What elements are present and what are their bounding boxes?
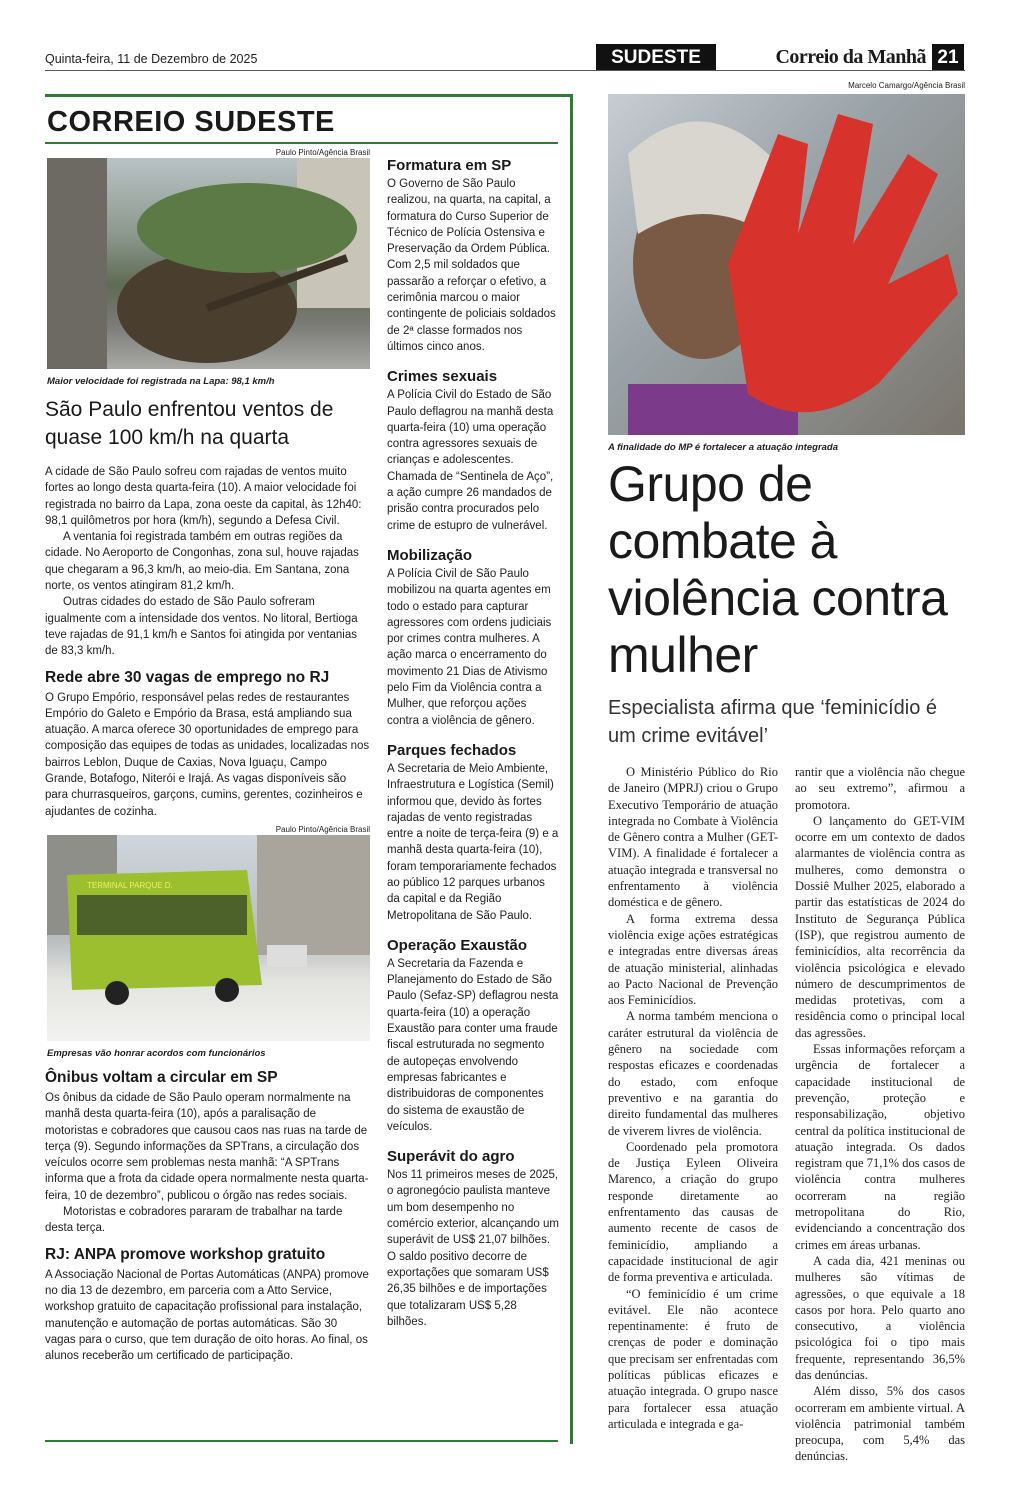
paragraph: A cidade de São Paulo sofreu com rajadas de ventos muito fortes ao longo desta quarta-feira (10). A maior velocidade foi registrada no bairro da Lapa, zona oeste da capital, às 12h40: 98,1 quilômetros por hora (km/h), segundo a Defesa Civil. [45,466,362,527]
bus-photo [47,835,370,1041]
paragraph: rantir que a violência não chegue ao seu extremo”, afirmou a promotora. [795,765,965,812]
issue-date: Quinta-feira, 11 de Dezembro de 2025 [45,52,258,66]
box-bottom-border [45,1440,558,1442]
paragraph: Além disso, 5% dos casos ocorreram em ambiente virtual. A violência patrimonial também preocupa, com 5,4% das denúncias. [795,1384,965,1464]
photo-caption: Empresas vão honrar acordos com funcionários [47,1047,266,1059]
note-body: A Secretaria da Fazenda e Planejamento do Estado de São Paulo (Sefaz-SP) deflagrou nesta quarta-feira (10) a operação Exaustão para conter uma fraude fiscal estruturada no segmento de autopeças envolvendo empresas fabricantes e distribuidoras de componentes do sistema de exaustão de veículos. [387,957,559,1133]
rede-body: O Grupo Empório, responsável pelas redes de restaurantes Empório do Galeto e Empório da Brasa, está ampliando sua atuação. A marca oferece 30 oportunidades de emprego para composição das equipes de todas as unidades, localizadas nos bairros Leblon, Duque de Caxias, Nova Iguaçu, Campo Grande, Botafogo, Niterói e Irajá. As vagas disponíveis são para churrasqueiros, garçons, cumins, gerentes, cozinheiros e ajudantes de cozinha. [45,691,370,818]
note-title: Superávit do agro [387,1148,515,1166]
note-body: A Polícia Civil de São Paulo mobilizou na quarta agentes em todo o estado para capturar agressores com ordens judiciais por crimes contra mulheres. A ação marca o encerramento do movimento 21 Dias de Ativismo pelo Fim da Violência contra a Mulher, que reforçou ações contra a violência de gênero. [387,567,552,727]
note [387,1147,559,1330]
note-body: Nos 11 primeiros meses de 2025, o agronegócio paulista manteve um bom desempenho no comércio exterior, alcançando um superávit de US$ 21,07 bilhões. O saldo positivo decorre de exportações que somaram US$ 26,35 bilhões e de importações que totalizaram US$ 5,28 bilhões. [387,1169,559,1328]
paragraph: O Ministério Público do Rio de Janeiro (MPRJ) criou o Grupo Executivo Temporário de atuação integrada no Combate à Violência de Gênero contra a Mulher (GET-VIM). A finalidade é fortalecer a atuação integrada e transversal no enfrentamento à violência doméstica e de gênero. [608,765,778,910]
note-title: Mobilização [387,546,473,564]
lead-headline: São Paulo enfrentou ventos de quase 100 km/h na quarta [45,398,334,449]
notes-column [387,156,559,1330]
paragraph: Essas informações reforçam a urgência de fortalecer a capacidade institucional de prevenção, proteção e responsabilização, objetivo central da política institucional de atuação integrada. Os dados registram que 71,1% dos casos de violência contra mulheres ocorreram na região metropolitana do Rio, evidenciando a concentração dos crimes em áreas urbanas. [795,1042,965,1252]
onibus-body [45,1090,370,1237]
fallen-tree-photo [47,158,370,369]
note [387,156,559,355]
paragraph: A forma extrema dessa violência exige ações estratégicas e integradas entre diversas áreas de atuação ministerial, alinhadas ao Pacto Nacional de Prevenção aos Feminicídios. [608,911,778,1008]
onibus-headline: Ônibus voltam a circular em SP [45,1068,278,1086]
paragraph: Motoristas e cobradores pararam de trabalhar na tarde desta terça. [45,1206,343,1235]
box-right-border [570,94,573,1444]
paragraph: Coordenado pela promotora de Justiça Eyleen Oliveira Marenco, a criação do grupo responde diretamente ao enfrentamento das causas de aumento recente de casos de feminicídio, ampliando a capacidade institucional de agir de forma preventiva e articulada. [608,1139,778,1285]
main-article [608,456,968,1465]
note [387,741,559,924]
note-title: Formatura em SP [387,157,512,174]
note-title: Crimes sexuais [387,368,498,386]
photo-credit: Marcelo Camargo/Agência Brasil [848,81,965,90]
page-number: 21 [932,44,964,71]
newspaper-logo: Correio da Manhã [775,46,926,68]
rede-headline: Rede abre 30 vagas de emprego no RJ [45,668,330,686]
note-body: A Polícia Civil do Estado de São Paulo deflagrou na manhã desta quarta-feira (10) uma operação contra agressores sexuais de crianças e adolescentes. Chamada de “Sentinela de Aço”, a ação cumpre 26 mandados de prisão contra procurados pelo crime de estupro de vulnerável. [387,389,554,532]
photo-caption: A finalidade do MP é fortalecer a atuação integrada [608,442,838,453]
left-column [45,147,370,1364]
note [387,367,559,534]
bus-destination-sign: TERMINAL PARQUE D. [87,880,173,890]
paragraph: A cada dia, 421 meninas ou mulheres são vítimas de agressões, o que equivale a 18 casos por hora. Pelo quarto ano consecutivo, a violência psicológica foi o tipo mais frequente, representando 36,5% das denúncias. [795,1253,965,1382]
paragraph: O lançamento do GET-VIM ocorre em um contexto de dados alarmantes de violência contra as mulheres, como demonstra o Dossiê Mulher 2025, elaborado a partir das estatísticas de 2024 do Instituto de Segurança Pública (ISP), que registrou aumento de feminicídios, alta recorrência da violência psicológica e elevado número de descumprimentos de medidas protetivas, com a residência como o principal local das agressões. [795,813,965,1040]
photo-caption: Maior velocidade foi registrada na Lapa: 98,1 km/h [47,376,275,387]
paragraph: “O feminicídio é um crime evitável. Ele não acontece repentinamente: é fruto de crenças de poder e dominação que precisam ser enfrentadas com políticas públicas eficazes e atuação integrada. O grupo nasce para fortalecer essa atuação articulada e integrada e ga- [608,1286,778,1431]
photo-credit: Paulo Pinto/Agência Brasil [275,148,370,157]
note [387,936,559,1135]
article-column-2 [795,764,965,1465]
article-columns [608,764,968,1465]
box-top-border [45,94,573,97]
paragraph: A ventania foi registrada também em outras regiões da cidade. No Aeroporto de Congonhas, zona sul, houve rajadas que chegaram a 96,3 km/h, ao meio-dia. Em Santana, zona norte, os ventos atingiram 81,2 km/h. [45,531,359,593]
anpa-headline: RJ: ANPA promove workshop gratuito [45,1245,326,1263]
section-tag: SUDESTE [596,44,716,71]
article-column-1 [608,764,778,1465]
paragraph: Outras cidades do estado de São Paulo sofreram igualmente com a intensidade dos ventos. No litoral, Bertioga teve rajadas de 91,1 km/h e Santos foi atingida por ventanias de 83,3 km/h. [45,596,358,658]
note-body: A Secretaria de Meio Ambiente, Infraestrutura e Logística (Semil) informou que, devido às fortes rajadas de vento registradas entre a noite de terça-feira (9) e a manhã desta quarta-feira (10), foram temporariamente fechados ao público 12 parques urbanos da capital e da Região Metropolitana de São Paulo. [387,762,559,922]
main-headline: Grupo de combate à violência contra mulher [608,456,948,683]
box-title-underline [45,142,558,144]
lead-body [45,464,370,660]
photo-credit: Paulo Pinto/Agência Brasil [275,824,370,834]
note-title: Operação Exaustão [387,936,528,954]
paragraph: A norma também menciona o caráter estrutural da violência de gênero na sociedade com respostas eficazes e coordenadas do estado, com enfoque preventivo e na garantia do direito fundamental das mulheres de viverem livres de violência. [608,1009,778,1138]
note-title: Parques fechados [387,741,517,759]
woman-red-hand-photo [608,94,965,435]
main-subtitle: Especialista afirma que ‘feminicídio é um crime evitável’ [608,697,938,747]
note-body: O Governo de São Paulo realizou, na quarta, na capital, a formatura do Curso Superior de Técnico de Polícia Ostensiva e Preservação da Ordem Pública. Com 2,5 mil soldados que passarão a reforçar o efetivo, a cerimônia marcou o maior contingente de policiais soldados de 2ª classe formados nos últimos cinco anos. [387,178,556,353]
note [387,546,559,729]
anpa-body: A Associação Nacional de Portas Automáticas (ANPA) promove no dia 13 de dezembro, em parceria com a Atto Service, workshop gratuito de capacitação profissional para instalação, manutenção e automação de portas automáticas. São 30 vagas para o curso, que tem duração de oito horas. Ao final, os alunos receberão um certificado de participação. [45,1268,369,1363]
header-divider [45,70,965,71]
box-title: CORREIO SUDESTE [47,106,335,138]
paragraph: Os ônibus da cidade de São Paulo operam normalmente na manhã desta quarta-feira (10), após a paralisação de motoristas e cobradores que causou caos nas ruas na tarde de terça (9). Segundo informações da SPTrans, a circulação dos veículos ocorre sem problemas nesta manhã: “A SPTrans informa que a frota da cidade opera normalmente nesta quarta-feira, 10 de dezembro”, publicou o órgão nas redes sociais. [45,1091,369,1202]
